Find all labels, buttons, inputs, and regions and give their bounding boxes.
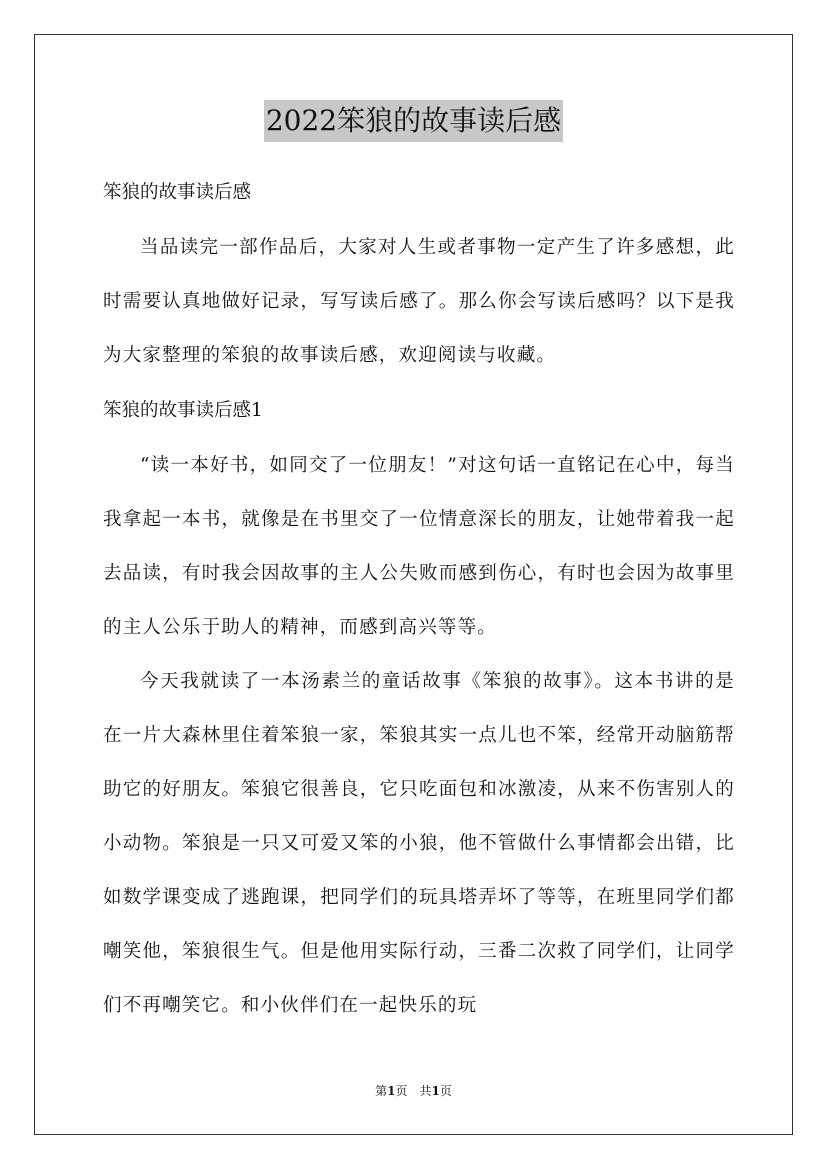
page-mid: 页 共 xyxy=(395,1084,432,1098)
document-subtitle: 笨狼的故事读后感 xyxy=(103,182,252,203)
page-total: 1 xyxy=(431,1084,440,1098)
section-heading: 笨狼的故事读后感1 xyxy=(103,400,263,421)
page-footer xyxy=(0,1082,827,1099)
document-title xyxy=(0,100,827,142)
page-suffix: 页 xyxy=(439,1084,452,1098)
page-current: 1 xyxy=(387,1084,396,1098)
body-paragraph-1: “读一本好书，如同交了一位朋友！”对这句话一直铭记在心中，每当我拿起一本书，就像是在书里交了一位情意深长的朋友，让她带着我一起去品读，有时我会因故事的主人公失败而感到伤心，有时也会因为故事里的主人公乐于助人的精神，而感到高兴等等。 xyxy=(103,455,735,638)
body-paragraph-2: 今天我就读了一本汤素兰的童话故事《笨狼的故事》。这本书讲的是在一片大森林里住着笨狼一家，笨狼其实一点儿也不笨，经常开动脑筋帮助它的好朋友。笨狼它很善良，它只吃面包和冰激凌，从来不伤害别人的小动物。笨狼是一只又可爱又笨的小狼，他不管做什么事情都会出错，比如数学课变成了逃跑课，把同学们的玩具塔弄坏了等等，在班里同学们都嘲笑他，笨狼很生气。但是他用实际行动，三番二次救了同学们，让同学们不再嘲笑它。和小伙伴们在一起快乐的玩 xyxy=(103,671,735,1016)
page-prefix: 第 xyxy=(375,1084,388,1098)
document-title-text: 2022笨狼的故事读后感 xyxy=(264,100,563,142)
intro-paragraph: 当品读完一部作品后，大家对人生或者事物一定产生了许多感想，此时需要认真地做好记录，写写读后感了。那么你会写读后感吗？以下是我为大家整理的笨狼的故事读后感，欢迎阅读与收藏。 xyxy=(103,237,735,366)
